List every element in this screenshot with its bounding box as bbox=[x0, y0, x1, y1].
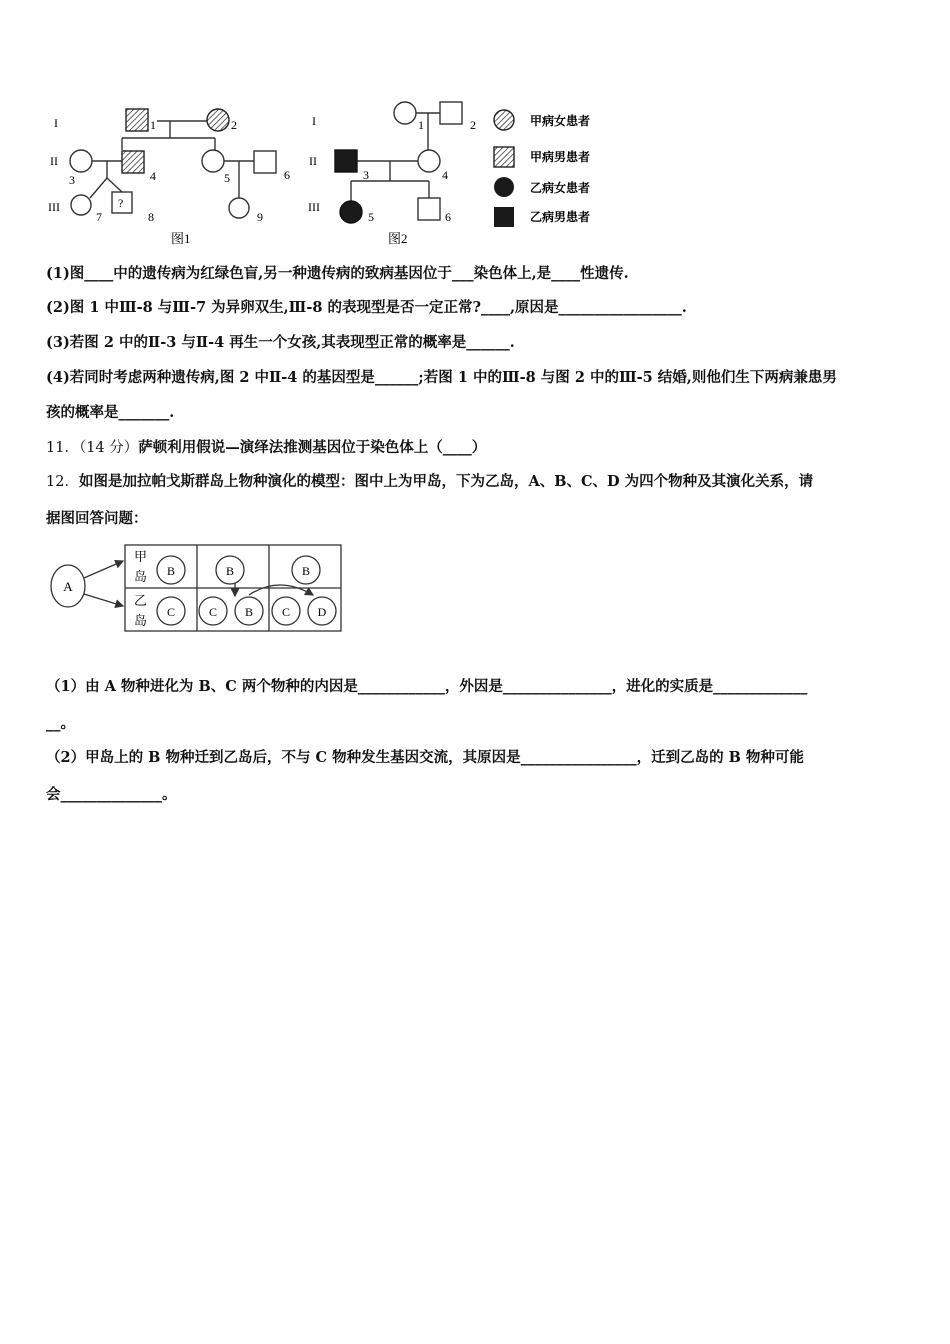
fig2-caption: 图2 bbox=[388, 231, 408, 246]
evolution-diagram bbox=[44, 540, 344, 635]
q10-part-4: (4)若同时考虑两种遗传病,图 2 中Ⅱ-4 的基因型是______;若图 1 中的Ⅲ-8 与图 2 中的Ⅲ-5 结婚,则他们生下两病兼患男 bbox=[46, 369, 837, 386]
fig1-label-2: 2 bbox=[231, 118, 237, 132]
species-a-label: A bbox=[63, 579, 73, 594]
fig1-individual-2 bbox=[207, 109, 229, 131]
fig2-individual-6 bbox=[418, 198, 440, 220]
q12-stem-cont: 据图回答问题： bbox=[46, 510, 148, 527]
fig2-label-4: 4 bbox=[442, 168, 448, 182]
q11-text: 萨顿利用假说—演绎法推测基因位于染色体上（____） bbox=[138, 439, 487, 456]
q10-part-3: (3)若图 2 中的Ⅱ-3 与Ⅱ-4 再生一个女孩,其表现型正常的概率是______. bbox=[46, 334, 515, 351]
q12-number: 12． bbox=[46, 474, 79, 490]
island-lower-char-2: 岛 bbox=[134, 613, 148, 628]
fig2-label-2: 2 bbox=[470, 118, 476, 132]
fig1-label-6: 6 bbox=[284, 168, 290, 182]
species-b-upper-2-label: B bbox=[225, 564, 235, 578]
fig1-gen-III: III bbox=[48, 200, 60, 214]
fig2-individual-3 bbox=[335, 150, 357, 172]
fig2-label-6: 6 bbox=[445, 210, 451, 224]
fig1-individual-9 bbox=[229, 198, 249, 218]
fig1-label-5: 5 bbox=[224, 171, 230, 185]
fig1-label-4: 4 bbox=[150, 169, 156, 183]
q11 bbox=[46, 436, 486, 457]
q12-part-1-cont: __。 bbox=[46, 715, 75, 732]
fig1-label-7: 7 bbox=[96, 210, 102, 224]
q12-part-1: （1）由 A 物种进化为 B、C 两个物种的内因是____________，外因是_______________，进化的实质是_____________ bbox=[46, 678, 808, 695]
fig2-gen-II: II bbox=[309, 154, 317, 168]
fig1-label-1: 1 bbox=[150, 118, 156, 132]
q10-part-2: (2)图 1 中Ⅲ-8 与Ⅲ-7 为异卵双生,Ⅲ-8 的表现型是否一定正常?____,原因是_________________. bbox=[46, 299, 687, 316]
q12-stem-text: 如图是加拉帕戈斯群岛上物种演化的模型：图中上为甲岛，下为乙岛，A、B、C、D 为四个物种及其演化关系，请 bbox=[78, 473, 814, 490]
fig1-label-9: 9 bbox=[257, 210, 263, 224]
legend-jia-male: 甲病男患者 bbox=[530, 150, 591, 164]
species-c-lower-3-label: C bbox=[281, 605, 291, 619]
fig2-label-5: 5 bbox=[368, 210, 374, 224]
legend-yi-male: 乙病男患者 bbox=[530, 210, 591, 224]
island-upper-char-1: 甲 bbox=[134, 549, 148, 564]
legend-yi-female-icon bbox=[494, 177, 514, 197]
island-lower-char-1: 乙 bbox=[134, 593, 148, 608]
fig1-caption: 图1 bbox=[171, 231, 191, 246]
fig1-individual-7 bbox=[71, 195, 91, 215]
legend-yi-male-icon bbox=[494, 207, 514, 227]
q11-number: 11．（14 分） bbox=[46, 440, 139, 456]
fig1-individual-1 bbox=[126, 109, 148, 131]
pedigree-figures bbox=[40, 95, 620, 250]
fig1-individual-4 bbox=[122, 151, 144, 173]
fig2-individual-5 bbox=[340, 201, 362, 223]
species-d-lower-label: D bbox=[317, 605, 327, 619]
species-b-upper-1-label: B bbox=[166, 564, 176, 578]
q12-part-2-cont: 会______________。 bbox=[46, 786, 177, 803]
fig1-individual-3 bbox=[70, 150, 92, 172]
fig2-label-3: 3 bbox=[363, 168, 369, 182]
legend-jia-female-icon bbox=[494, 110, 514, 130]
fig2-gen-III: III bbox=[308, 200, 320, 214]
species-b-lower-label: B bbox=[244, 605, 254, 619]
fig2-label-1: 1 bbox=[418, 118, 424, 132]
fig2-individual-1 bbox=[394, 102, 416, 124]
legend-yi-female: 乙病女患者 bbox=[530, 181, 591, 195]
q10-part-4-cont: 孩的概率是_______. bbox=[46, 404, 175, 421]
island-upper-char-2: 岛 bbox=[134, 569, 148, 584]
fig1-gen-I: I bbox=[54, 116, 58, 130]
fig1-gen-II: II bbox=[50, 154, 58, 168]
species-b-upper-3-label: B bbox=[301, 564, 311, 578]
fig1-label-3: 3 bbox=[69, 173, 75, 187]
legend-jia-female: 甲病女患者 bbox=[530, 114, 591, 128]
fig2-individual-2 bbox=[440, 102, 462, 124]
fig1-individual-6 bbox=[254, 151, 276, 173]
fig1-label-8: 8 bbox=[148, 210, 154, 224]
fig2-gen-I: I bbox=[312, 114, 316, 128]
q12-stem bbox=[46, 470, 813, 491]
fig1-individual-5 bbox=[202, 150, 224, 172]
fig2-individual-4 bbox=[418, 150, 440, 172]
species-c-lower-2-label: C bbox=[208, 605, 218, 619]
q12-part-2: （2）甲岛上的 B 物种迁到乙岛后，不与 C 物种发生基因交流，其原因是________________，迁到乙岛的 B 物种可能 bbox=[46, 749, 804, 766]
legend-jia-male-icon bbox=[494, 147, 514, 167]
q10-part-1: (1)图____中的遗传病为红绿色盲,另一种遗传病的致病基因位于___染色体上,是____性遗传. bbox=[46, 265, 629, 282]
fig1-unknown-mark: ? bbox=[118, 196, 124, 210]
species-c-lower-1-label: C bbox=[166, 605, 176, 619]
